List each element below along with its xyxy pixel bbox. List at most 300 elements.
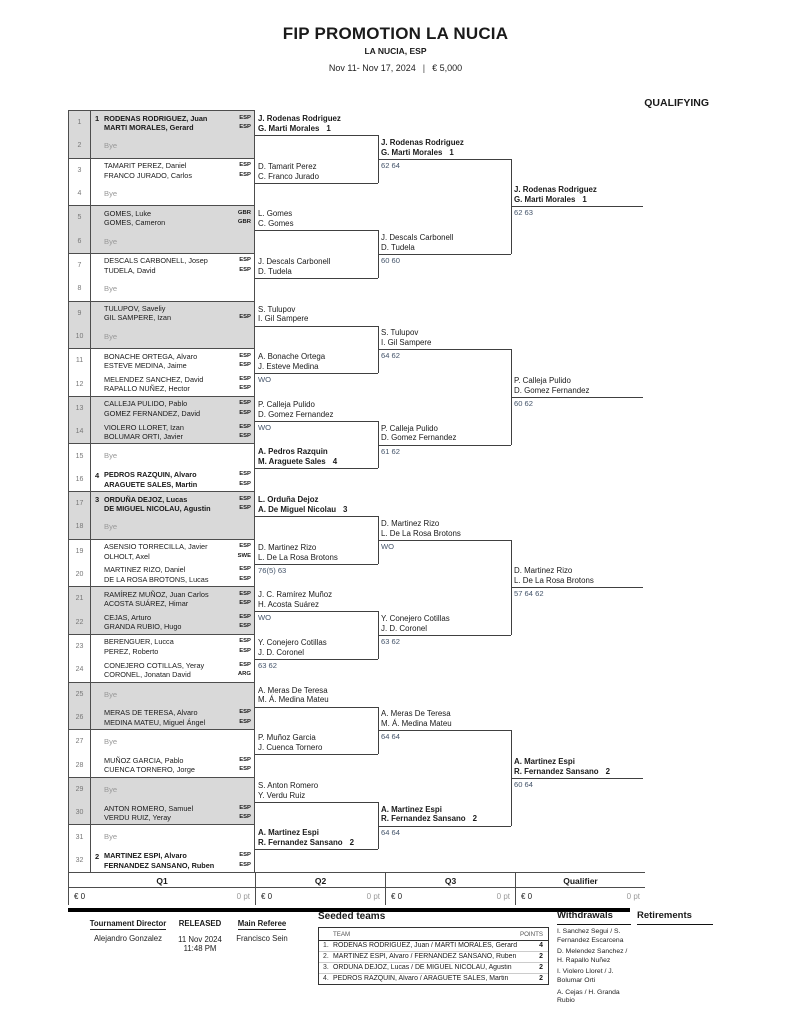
team-name-line: J. C. Ramírez Muñoz	[258, 590, 333, 600]
bye-label: Bye	[104, 784, 118, 794]
team-name-line: R. Fernandez Sansano 2	[258, 838, 355, 848]
bracket-match-box	[68, 348, 255, 397]
team-name-line: J. Cuenca Tornero	[258, 743, 323, 753]
winner-line	[255, 754, 378, 755]
advancing-team	[381, 233, 453, 253]
prize-points: 0 pt	[366, 892, 380, 901]
player-name: CEJAS, Arturo	[104, 613, 152, 623]
match-score: 62 64	[381, 160, 401, 170]
team-name-line: P. Muñoz Garcia	[258, 733, 316, 743]
slot-team	[91, 444, 254, 467]
player-name: ACOSTA SUÁREZ, Himar	[104, 599, 189, 609]
round-label: Q1	[69, 873, 255, 888]
country-code: ESP	[239, 114, 251, 121]
advancing-team	[258, 352, 325, 372]
seed-number: 3	[343, 504, 348, 514]
winner-line	[255, 230, 378, 231]
slot-team	[91, 683, 254, 706]
slot-team	[91, 801, 254, 824]
bye-label: Bye	[104, 188, 118, 198]
slot-team	[91, 587, 254, 610]
player-name: RAPALLO NUÑEZ, Hector	[104, 384, 190, 394]
tournament-dates: Nov 11- Nov 17, 2024	[328, 63, 416, 73]
seeded-teams-title: Seeded teams	[318, 911, 386, 922]
bracket-slot	[69, 230, 254, 253]
bracket-slot	[69, 420, 254, 443]
country-code: GBR	[237, 209, 251, 216]
player-name: MARTI MORALES, Gerard	[104, 122, 194, 132]
team-name-line: M. Á. Medina Mateu	[258, 695, 329, 705]
team-name-line: J. D. Coronel	[381, 623, 428, 633]
bracket-slot	[69, 706, 254, 729]
country-code: ESP	[239, 257, 251, 264]
released-date: 11 Nov 2024	[178, 935, 222, 944]
player-name: DESCALS CARBONELL, Josep	[104, 256, 208, 266]
country-code: ESP	[239, 123, 251, 130]
bracket-match-box	[68, 443, 255, 492]
seed-number: 1	[582, 195, 587, 205]
released-time: 11:48 PM	[183, 944, 217, 953]
bracket-slot	[69, 111, 254, 134]
slot-team	[91, 302, 254, 325]
winner-line	[511, 778, 643, 779]
slot-team	[91, 254, 254, 277]
slot-team	[91, 611, 254, 634]
country-code: ESP	[239, 852, 251, 859]
player-name: PEDROS RAZQUIN, Alvaro	[104, 470, 197, 480]
slot-number: 29	[69, 778, 91, 801]
country-code: ESP	[239, 590, 251, 597]
seed-points: 4	[539, 942, 543, 949]
prize-money: € 0	[391, 892, 403, 901]
team-name-line: L. Orduña Dejoz	[258, 495, 319, 504]
advancing-team	[258, 543, 338, 563]
seeded-team-row	[319, 974, 548, 984]
advancing-team	[381, 709, 452, 729]
country-code: ESP	[239, 709, 251, 716]
winner-line	[255, 421, 378, 422]
prize-col-q3	[385, 873, 515, 905]
bracket-slot	[69, 753, 254, 776]
bracket-match-box	[68, 586, 255, 635]
slot-number: 22	[69, 611, 91, 634]
team-name-line: C. Franco Jurado	[258, 171, 319, 181]
round-label: Q2	[256, 873, 385, 888]
slot-team	[91, 515, 254, 538]
withdrawal-item: D. Melendez Sanchez / H. Rapallo Nuñez	[557, 948, 628, 964]
released-label: RELEASED	[178, 919, 222, 928]
winner-line	[378, 826, 511, 827]
country-code: ESP	[239, 543, 251, 550]
country-code: ESP	[239, 162, 251, 169]
team-name-line: P. Calleja Pulido	[514, 375, 571, 385]
team-name-line: G. Marti Morales 1	[514, 195, 587, 205]
seeded-team-row	[319, 941, 548, 952]
bye-label: Bye	[104, 331, 118, 341]
winner-line	[255, 802, 378, 803]
team-name-line: M. Araguete Sales 4	[258, 457, 338, 467]
slot-team	[91, 563, 254, 586]
winner-line	[511, 206, 643, 207]
player-name: CONEJERO COTILLAS, Yeray	[104, 660, 205, 670]
player-name: DE LA ROSA BROTONS, Lucas	[104, 574, 209, 584]
slot-number: 6	[69, 230, 91, 253]
tournament-director-label: Tournament Director	[89, 919, 167, 928]
slot-team	[91, 825, 254, 848]
seed-number: 1	[326, 123, 331, 133]
player-name: ANTON ROMERO, Samuel	[104, 803, 194, 813]
country-code: ESP	[239, 623, 251, 630]
bracket-match-box	[68, 729, 255, 778]
team-name-line: J. Rodenas Rodriguez	[381, 137, 464, 147]
advancing-team	[258, 305, 308, 325]
seeded-team-row	[319, 963, 548, 974]
bracket-slot	[69, 730, 254, 753]
seed-number: 2	[472, 814, 478, 824]
country-code: ESP	[239, 495, 251, 502]
seed-points: 2	[539, 975, 543, 982]
team-name-line: L. De La Rosa Brotons	[514, 576, 594, 586]
slot-number: 31	[69, 825, 91, 848]
country-code: ESP	[239, 861, 251, 868]
country-code: ESP	[239, 661, 251, 668]
bracket-slot	[69, 182, 254, 205]
winner-line	[255, 326, 378, 327]
slot-number: 9	[69, 302, 91, 325]
country-code	[239, 304, 251, 313]
prize-points: 0 pt	[496, 892, 510, 901]
winner-line	[511, 587, 643, 588]
player-name: ASENSIO TORRECILLA, Javier	[104, 542, 208, 552]
advancing-team	[381, 614, 450, 634]
winner-line	[255, 135, 378, 136]
team-name-line: D. Gomez Fernandez	[258, 409, 334, 419]
country-code: ESP	[239, 600, 251, 607]
seed-number: 1	[95, 114, 100, 123]
team-name-line: R. Fernandez Sansano 2	[514, 766, 611, 776]
round-label: Q3	[386, 873, 515, 888]
country-codes	[239, 851, 251, 870]
withdrawals-title: Withdrawals	[557, 910, 631, 925]
country-codes	[239, 613, 251, 632]
slot-number: 8	[69, 277, 91, 300]
slot-team	[91, 159, 254, 182]
main-referee-block	[222, 913, 302, 943]
country-code: ESP	[239, 432, 251, 439]
slot-team	[91, 849, 254, 872]
player-name: ORDUÑA DEJOZ, Lucas	[104, 494, 188, 504]
winner-line	[255, 373, 378, 374]
bracket-slot	[69, 825, 254, 848]
team-name-line: Y. Conejero Cotillas	[381, 614, 450, 624]
bracket-slot	[69, 658, 254, 681]
country-code: ESP	[239, 266, 251, 273]
prize-points: 0 pt	[626, 892, 640, 901]
country-codes	[239, 256, 251, 275]
country-code: ESP	[239, 813, 251, 820]
advancing-team	[258, 781, 318, 801]
player-name: CUENCA TORNERO, Jorge	[104, 765, 195, 775]
slot-team	[91, 492, 254, 515]
team-name-line: P. Calleja Pulido	[258, 399, 315, 409]
seeded-col-team: TEAM	[333, 930, 351, 938]
player-name: MELENDEZ SANCHEZ, David	[104, 374, 204, 384]
country-code: ESP	[239, 766, 251, 773]
advancing-team	[258, 828, 354, 848]
slot-team	[91, 325, 254, 348]
country-codes	[239, 590, 251, 609]
tournament-location: LA NUCIA, ESP	[364, 46, 427, 56]
winner-line	[255, 849, 378, 850]
country-codes	[238, 661, 251, 680]
seed-number: 2	[605, 766, 611, 776]
team-name-line: A. Meras De Teresa	[381, 709, 451, 719]
winner-line	[378, 540, 511, 541]
slot-number: 5	[69, 206, 91, 229]
seed-number: 1	[449, 147, 454, 157]
withdrawals-block	[557, 910, 631, 1006]
slot-team	[91, 134, 254, 157]
country-codes	[239, 161, 251, 180]
slot-team	[91, 206, 254, 229]
country-codes	[239, 470, 251, 489]
team-name-line: S. Tulupov	[381, 328, 419, 338]
slot-number: 13	[69, 397, 91, 420]
team-name-line: D. Martinez Rizo	[514, 566, 573, 576]
slot-team	[91, 277, 254, 300]
player-name: GIL SAMPERE, Izan	[104, 313, 172, 323]
stage-label: QUALIFYING	[644, 97, 709, 109]
country-code: ESP	[239, 314, 251, 321]
bye-label: Bye	[104, 522, 118, 532]
bracket-slot	[69, 540, 254, 563]
advancing-team	[258, 733, 322, 753]
advancing-team	[381, 519, 461, 539]
tournament-director-block	[78, 913, 178, 943]
slot-number: 1	[69, 111, 91, 134]
player-name: FERNANDEZ SANSANO, Ruben	[104, 860, 215, 870]
winner-line	[255, 659, 378, 660]
player-name: ESTEVE MEDINA, Jaime	[104, 361, 187, 371]
country-codes	[239, 423, 251, 442]
withdrawal-item: A. Cejas / H. Granda Rubio	[557, 988, 620, 1005]
bracket-slot	[69, 397, 254, 420]
country-codes	[239, 375, 251, 394]
player-name: ARAGUETE SALES, Martin	[104, 479, 198, 489]
bracket-slot	[69, 134, 254, 157]
bye-label: Bye	[104, 737, 118, 747]
seeded-team-row	[319, 952, 548, 963]
country-code: ESP	[239, 385, 251, 392]
slot-team	[91, 468, 254, 491]
match-score: 63 62	[258, 660, 278, 670]
match-score: WO	[258, 613, 272, 623]
team-name-line: D. Tamarit Perez	[258, 161, 317, 171]
country-code: ESP	[239, 409, 251, 416]
prize-col-qualifier	[515, 873, 645, 905]
team-name-line: G. Marti Morales 1	[381, 147, 454, 157]
bracket-match-box	[68, 396, 255, 445]
slot-number: 26	[69, 706, 91, 729]
tournament-prize: € 5,000	[432, 63, 463, 73]
bracket-match-box	[68, 539, 255, 588]
player-name: MARTINEZ ESPI, Alvaro	[104, 851, 187, 861]
team-name-line: Y. Verdu Ruiz	[258, 790, 306, 800]
team-name-line: L. De La Rosa Brotons	[381, 528, 461, 538]
winner-line	[255, 707, 378, 708]
winner-line	[378, 445, 511, 446]
bracket-match-box	[68, 634, 255, 683]
main-referee-name: Francisco Sein	[236, 934, 288, 943]
slot-team	[91, 635, 254, 658]
country-codes	[239, 756, 251, 775]
player-name: MUÑOZ GARCIA, Pablo	[104, 755, 184, 765]
slot-number: 16	[69, 468, 91, 491]
slot-number: 30	[69, 801, 91, 824]
slot-team	[91, 230, 254, 253]
withdrawal-item: I. Sanchez Segui / S. Fernandez Escarcena	[557, 928, 624, 944]
bracket-match-box	[68, 777, 255, 826]
separator: |	[422, 63, 426, 73]
round-label: Qualifier	[516, 873, 645, 888]
bracket-slot	[69, 277, 254, 300]
player-name: VERDU RUIZ, Yeray	[104, 812, 171, 822]
player-name: GOMES, Cameron	[104, 218, 166, 228]
advancing-team	[258, 162, 319, 182]
team-name-line: A. Martinez Espi	[381, 804, 442, 814]
team-name-line: P. Calleja Pulido	[381, 423, 438, 433]
advancing-team	[258, 638, 327, 658]
country-code: ESP	[239, 471, 251, 478]
winner-line	[255, 278, 378, 279]
seed-team: ORDUÑA DEJOZ, Lucas / DE MIGUEL NICOLAU, Agustin	[333, 964, 512, 971]
bracket-slot	[69, 849, 254, 872]
country-codes	[239, 565, 251, 584]
match-score: 60 60	[381, 256, 401, 266]
player-name: VIOLERO LLORET, Izan	[104, 422, 184, 432]
seed-number: 4	[332, 457, 338, 467]
country-code: ESP	[239, 756, 251, 763]
advancing-team	[258, 257, 330, 277]
team-name-line: H. Acosta Suárez	[258, 600, 319, 610]
team-name-line: J. Rodenas Rodriguez	[514, 185, 597, 195]
advancing-team	[258, 114, 341, 134]
advancing-team	[381, 328, 431, 348]
slot-number: 14	[69, 420, 91, 443]
qualifying-bracket	[68, 110, 648, 872]
winner-line	[255, 564, 378, 565]
slot-number: 17	[69, 492, 91, 515]
advancing-team	[258, 447, 337, 467]
player-name: TULUPOV, Saveliy	[104, 304, 166, 313]
slot-number: 28	[69, 753, 91, 776]
team-name-line: A. Pedros Razquin	[258, 447, 328, 457]
country-code: ESP	[239, 718, 251, 725]
seed-rank: 3.	[323, 964, 329, 971]
bye-label: Bye	[104, 236, 118, 246]
player-name: TAMARIT PEREZ, Daniel	[104, 161, 187, 171]
slot-number: 7	[69, 254, 91, 277]
bracket-slot	[69, 325, 254, 348]
prize-points: 0 pt	[236, 892, 250, 901]
bracket-match-box	[68, 110, 255, 159]
slot-team	[91, 540, 254, 563]
country-code: ARG	[237, 671, 251, 678]
tournament-director-name: Alejandro Gonzalez	[93, 934, 163, 943]
prize-money: € 0	[74, 892, 86, 901]
team-name-line: A. Martinez Espi	[258, 828, 319, 838]
match-score: 64 62	[381, 351, 401, 361]
prize-col-q1	[68, 873, 255, 905]
slot-number: 2	[69, 134, 91, 157]
player-name: MEDINA MATEU, Miguel Ángel	[104, 717, 206, 727]
slot-team	[91, 372, 254, 395]
bracket-slot	[69, 563, 254, 586]
seed-rank: 4.	[323, 975, 329, 982]
player-name: BERENGUER, Lucca	[104, 637, 174, 647]
prize-money: € 0	[521, 892, 533, 901]
prize-col-q2	[255, 873, 385, 905]
player-name: FRANCO JURADO, Carlos	[104, 170, 192, 180]
bye-label: Bye	[104, 284, 118, 294]
seed-points: 2	[539, 964, 543, 971]
player-name: GOMES, Luke	[104, 208, 152, 218]
match-score: WO	[381, 541, 395, 551]
team-name-line: A. Meras De Teresa	[258, 685, 328, 695]
country-code: ESP	[239, 423, 251, 430]
bracket-slot	[69, 635, 254, 658]
match-score: 57 64 62	[514, 589, 544, 599]
team-name-line: Y. Conejero Cotillas	[258, 637, 327, 647]
advancing-team	[514, 566, 594, 586]
bracket-slot	[69, 778, 254, 801]
seed-number: 2	[95, 851, 100, 861]
country-code: ESP	[239, 400, 251, 407]
bracket-match-box	[68, 682, 255, 731]
seed-rank: 1.	[323, 942, 329, 949]
bracket-match-box	[68, 158, 255, 207]
country-code: ESP	[239, 638, 251, 645]
player-name: GOMEZ FERNANDEZ, David	[104, 408, 201, 418]
country-code: ESP	[239, 804, 251, 811]
player-name: MERAS DE TERESA, Alvaro	[104, 708, 198, 718]
advancing-team	[258, 686, 329, 706]
country-codes	[239, 304, 251, 323]
winner-line	[255, 611, 378, 612]
slot-team	[91, 182, 254, 205]
withdrawal-item: I. Violero Lloret / J. Bolumar Orti	[557, 968, 614, 984]
retirements-title: Retirements	[637, 910, 713, 925]
seed-number: 2	[349, 838, 355, 848]
slot-number: 19	[69, 540, 91, 563]
slot-number: 18	[69, 515, 91, 538]
team-name-line: R. Fernandez Sansano 2	[381, 814, 478, 824]
seeded-teams-table	[318, 927, 549, 985]
slot-number: 25	[69, 683, 91, 706]
slot-number: 32	[69, 849, 91, 872]
bracket-slot	[69, 515, 254, 538]
team-name-line: D. Martinez Rizo	[381, 518, 440, 528]
match-score: 64 64	[381, 732, 401, 742]
bracket-match-box	[68, 205, 255, 254]
bracket-match-box	[68, 301, 255, 350]
player-name: MARTINEZ RIZO, Daniel	[104, 565, 186, 575]
advancing-team	[381, 138, 464, 158]
main-referee-label: Main Referee	[237, 919, 287, 928]
match-score: 64 64	[381, 827, 401, 837]
country-code: ESP	[239, 614, 251, 621]
match-score: 62 63	[514, 208, 534, 218]
